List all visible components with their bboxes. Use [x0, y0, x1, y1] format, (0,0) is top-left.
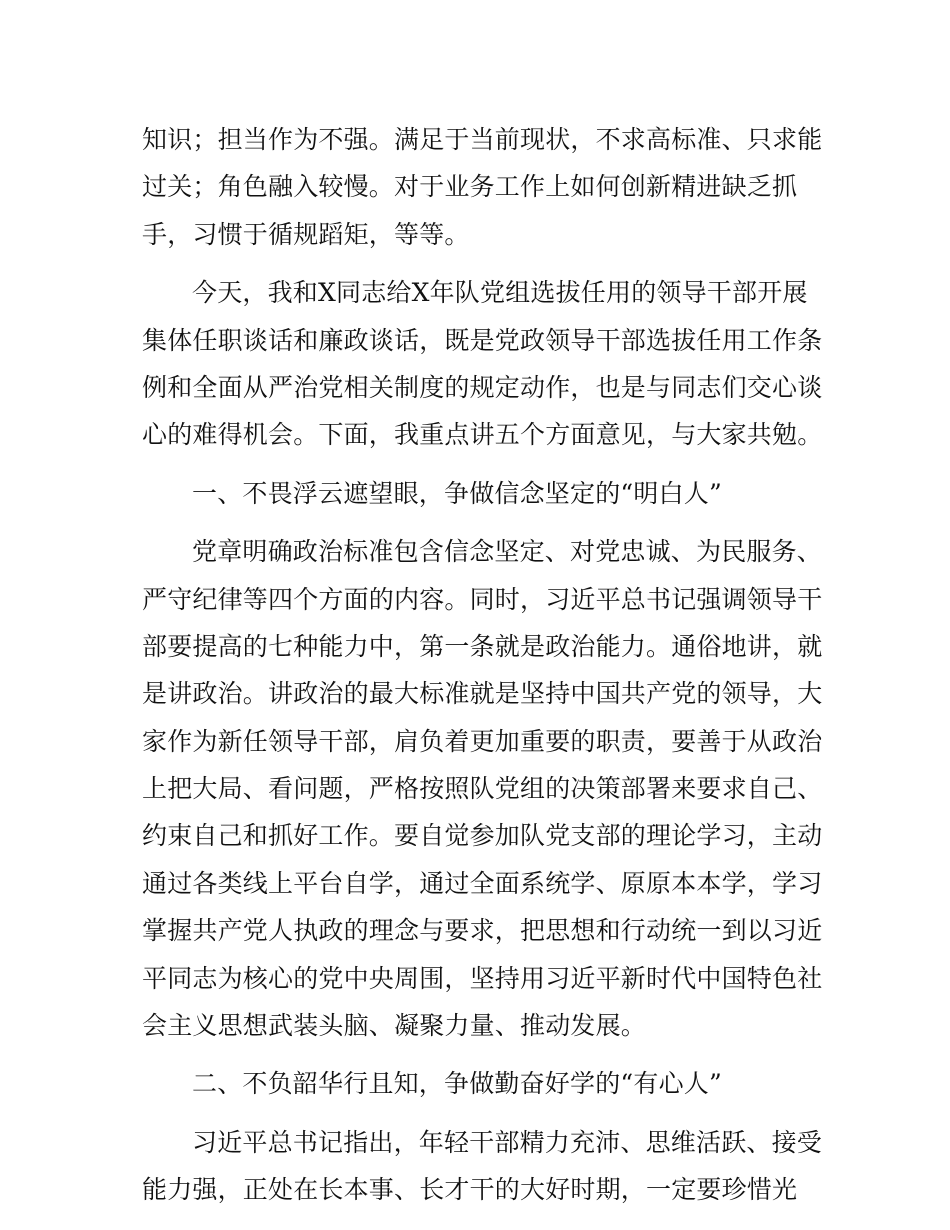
- text-line: 能力强，正处在长本事、长才干的大好时期，一定要珍惜光: [142, 1175, 798, 1205]
- text-line: 会主义思想武装头脑、凝聚力量、推动发展。: [142, 1011, 647, 1041]
- text-line: 部要提高的七种能力中，第一条就是政治能力。通俗地讲，就: [142, 631, 823, 661]
- text-line: 家作为新任领导干部，肩负着更加重要的职责，要善于从政治: [142, 726, 823, 756]
- paragraph-1: [142, 116, 823, 258]
- paragraph-2: [142, 269, 823, 459]
- text-line: 党章明确政治标准包含信念坚定、对党忠诚、为民服务、: [192, 537, 823, 567]
- text-line: 例和全面从严治党相关制度的规定动作，也是与同志们交心谈: [142, 372, 823, 402]
- text-line: 手，习惯于循规蹈矩，等等。: [142, 219, 470, 249]
- paragraph-3: [142, 528, 823, 1049]
- text-line: 平同志为核心的党中央周围，坚持用习近平新时代中国特色社: [142, 963, 823, 993]
- section-heading-2: [142, 1060, 812, 1107]
- paragraph-4: [142, 1119, 823, 1214]
- text-line: 严守纪律等四个方面的内容。同时，习近平总书记强调领导干: [142, 584, 823, 614]
- section-heading-1: [142, 470, 812, 517]
- heading-line: 一、不畏浮云遮望眼，争做信念坚定的“明白人”: [192, 478, 722, 508]
- text-line: 今天，我和X同志给X年队党组选拔任用的领导干部开展: [192, 278, 808, 308]
- heading-line: 二、不负韶华行且知，争做勤奋好学的“有心人”: [192, 1069, 722, 1099]
- text-line: 心的难得机会。下面，我重点讲五个方面意见，与大家共勉。: [142, 420, 823, 450]
- text-line: 掌握共产党人执政的理念与要求，把思想和行动统一到以习近: [142, 916, 823, 946]
- document-body: [142, 116, 823, 1214]
- text-line: 集体任职谈话和廉政谈话，既是党政领导干部选拔任用工作条: [142, 325, 823, 355]
- text-line: 通过各类线上平台自学，通过全面系统学、原原本本学，学习: [142, 868, 823, 898]
- text-line: 知识；担当作为不强。满足于当前现状，不求高标准、只求能: [142, 125, 823, 154]
- text-line: 上把大局、看问题，严格按照队党组的决策部署来要求自己、: [142, 774, 823, 804]
- text-line: 约束自己和抓好工作。要自觉参加队党支部的理论学习，主动: [142, 821, 823, 851]
- text-line: 过关；角色融入较慢。对于业务工作上如何创新精进缺乏抓: [142, 172, 798, 202]
- text-line: 是讲政治。讲政治的最大标准就是坚持中国共产党的领导，大: [142, 679, 823, 709]
- text-line: 习近平总书记指出，年轻干部精力充沛、思维活跃、接受: [192, 1127, 823, 1157]
